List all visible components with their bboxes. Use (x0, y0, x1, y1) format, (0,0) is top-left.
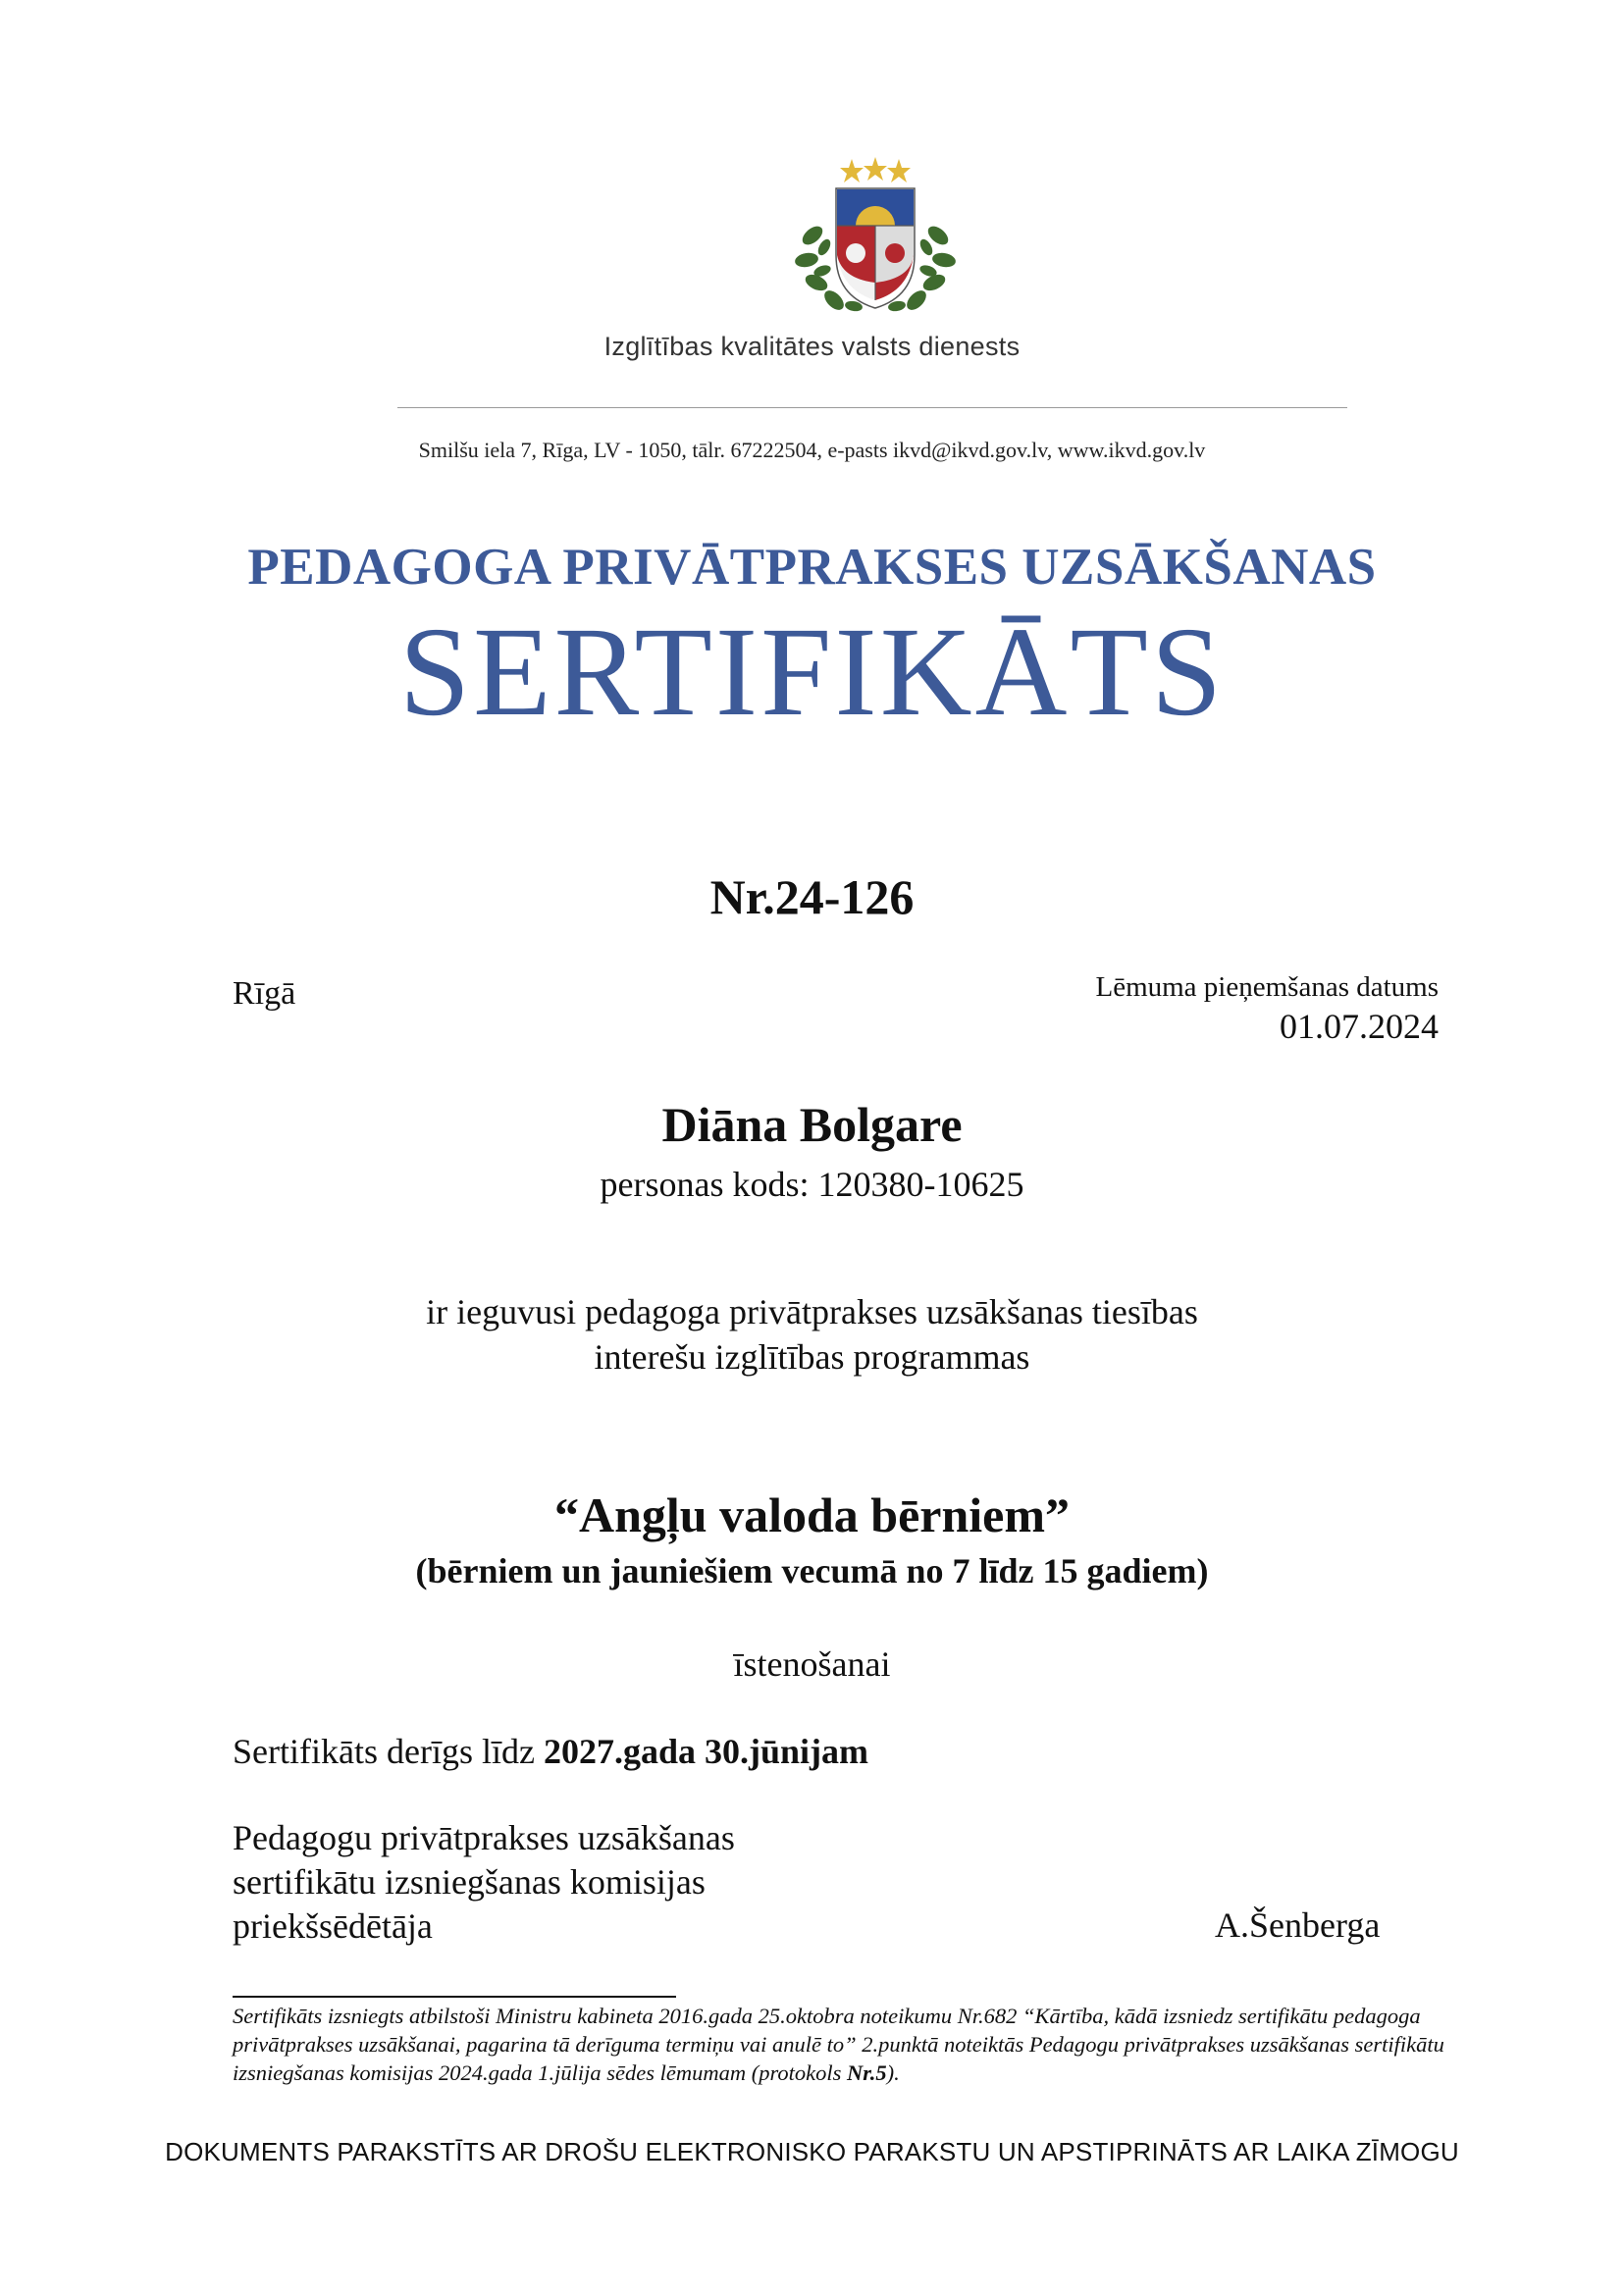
holder-personal-code: personas kods: 120380-10625 (600, 1165, 1024, 1204)
footnote-protocol: Nr.5 (847, 2060, 887, 2085)
footnote (233, 2002, 1479, 2087)
program-audience: (bērniem un jauniešiem vecumā no 7 līdz 15 gadiem) (415, 1551, 1209, 1590)
validity-statement (233, 1731, 868, 1772)
electronic-signature-notice: DOKUMENTS PARAKSTĪTS AR DROŠU ELEKTRONISKO PARAKSTU UN APSTIPRINĀTS AR LAIKA ZĪMOGU (165, 2137, 1459, 2166)
header-divider (397, 407, 1347, 408)
certificate-number: Nr.24-126 (709, 869, 915, 924)
decision-date-block (981, 971, 1439, 1047)
decision-date-value: 01.07.2024 (1280, 1007, 1439, 1046)
committee-title (233, 1816, 735, 1949)
footnote-text: Sertifikāts izsniegts atbilstoši Ministru kabineta 2016.gada 25.oktobra noteikumu Nr.682 “Kārtība, kādā izsniedz sertifikātu pedagoga privātprakses uzsākšanai, pagarina tā derīguma termiņu vai anulē to” 2.punktā noteiktās Pedagogu privātprakses uzsākšanas sertifikātu izsniegšanas komisijas 2024.gada 1.jūlija sēdes lēmumam (protokols (233, 2004, 1444, 2085)
latvia-coat-of-arms-logo (793, 157, 958, 314)
committee-line1: Pedagogu privātprakses uzsākšanas (233, 1818, 735, 1857)
agency-address: Smilšu iela 7, Rīga, LV - 1050, tālr. 67222504, e-pasts ikvd@ikvd.gov.lv, www.ikvd.gov.lv (418, 438, 1206, 462)
footnote-end: ). (886, 2060, 900, 2085)
validity-date: 2027.gada 30.jūnijam (543, 1732, 868, 1771)
statement-line2: interešu izglītības programmas (594, 1337, 1030, 1377)
certificate-title-line2: SERTIFIKĀTS (398, 601, 1226, 743)
three-stars-icon (840, 157, 911, 182)
signer-name: A.Šenberga (1215, 1905, 1381, 1945)
issue-place: Rīgā (233, 975, 296, 1012)
statement-line1: ir ieguvusi pedagoga privātprakses uzsākšanas tiesības (426, 1292, 1198, 1331)
agency-name: Izglītības kvalitātes valsts dienests (603, 332, 1021, 361)
committee-line3: priekšsēdētāja (233, 1906, 433, 1946)
committee-line2: sertifikātu izsniegšanas komisijas (233, 1862, 706, 1902)
holder-name: Diāna Bolgare (661, 1097, 963, 1152)
validity-prefix: Sertifikāts derīgs līdz (233, 1732, 544, 1771)
decision-date-label: Lēmuma pieņemšanas datums (1095, 971, 1439, 1003)
program-name: “Angļu valoda bērniem” (553, 1487, 1071, 1542)
shield-icon (836, 188, 915, 308)
program-purpose: īstenošanai (733, 1644, 891, 1684)
certificate-title-line1: PEDAGOGA PRIVĀTPRAKSES UZSĀKŠANAS (247, 539, 1377, 596)
footnote-divider (233, 1996, 676, 1998)
